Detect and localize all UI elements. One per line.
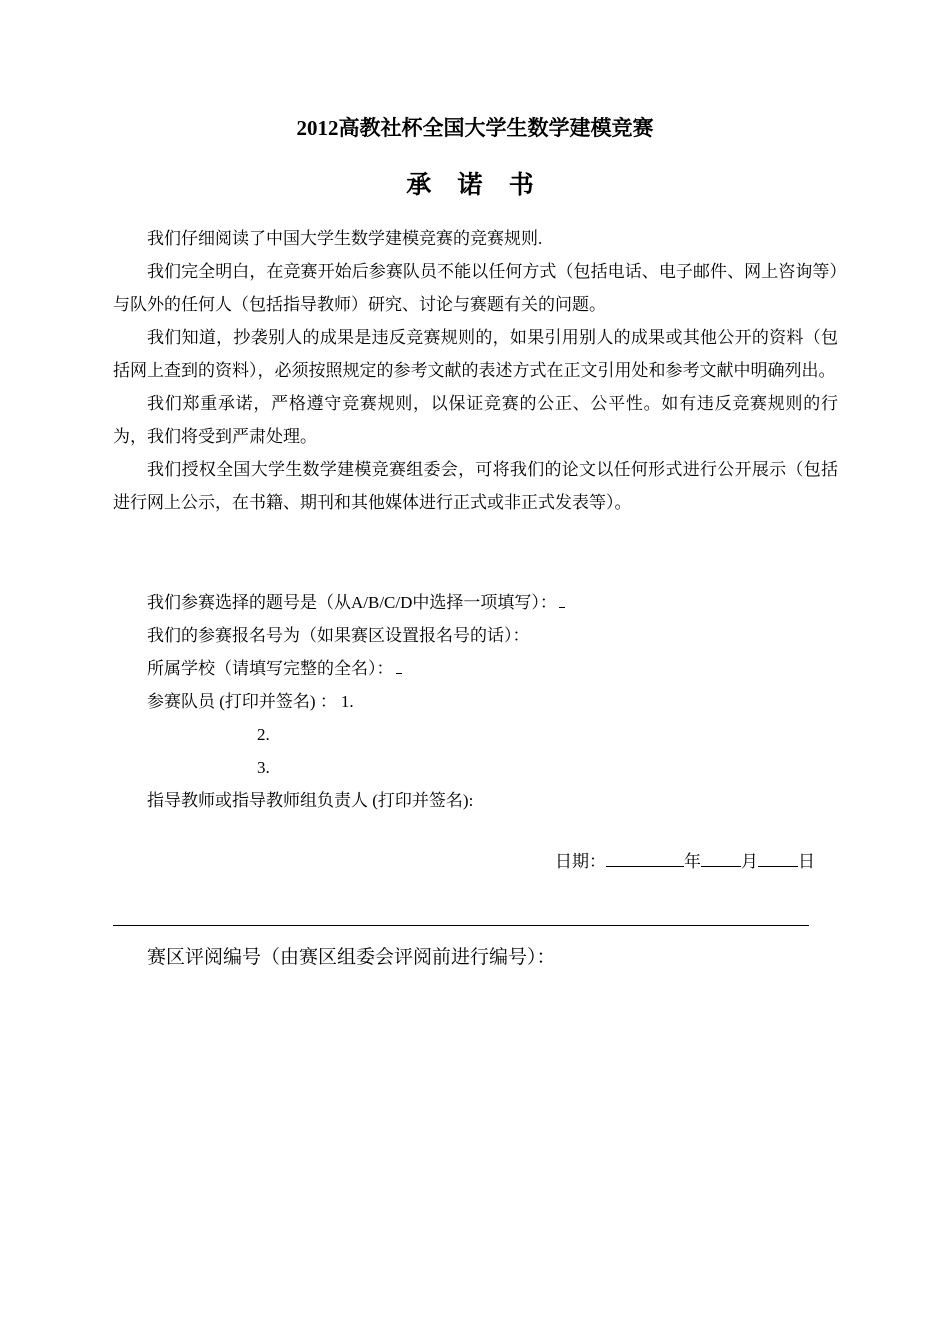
date-year-field[interactable] <box>606 844 684 867</box>
team-members-label: 参赛队员 (打印并签名) ： <box>147 692 337 711</box>
school-field[interactable] <box>396 655 402 674</box>
advisor-label: 指导教师或指导教师组负责人 (打印并签名): <box>147 791 474 810</box>
date-month-field[interactable] <box>701 844 741 867</box>
problem-choice-line <box>147 586 847 619</box>
pledge-paragraph: 我们郑重承诺，严格遵守竞赛规则，以保证竞赛的公正、公平性。如有违反竞赛规则的行为，我们将受到严肃处理。 <box>113 394 838 446</box>
team-member-number: 3. <box>257 758 270 777</box>
team-members-line <box>147 685 847 718</box>
team-member-number: 1. <box>340 692 354 711</box>
pledge-paragraph: 我们知道，抄袭别人的成果是违反竞赛规则的，如果引用别人的成果或其他公开的资料（包括网上查到的资料），必须按照规定的参考文献的表述方式在正文引用处和参考文献中明确列出。 <box>113 328 838 380</box>
registration-number-line <box>147 619 847 652</box>
registration-number-label: 我们的参赛报名号为（如果赛区设置报名号的话）： <box>147 626 530 645</box>
document-title: 2012高教社杯全国大学生数学建模竞赛 <box>296 116 654 140</box>
pledge-paragraph: 我们授权全国大学生数学建模竞赛组委会，可将我们的论文以任何形式进行公开展示（包括进行网上公示，在书籍、期刊和其他媒体进行正式或非正式发表等）。 <box>113 460 838 512</box>
pledge-paragraph: 我们完全明白，在竞赛开始后参赛队员不能以任何方式（包括电话、电子邮件、网上咨询等）与队外的任何人（包括指导教师）研究、讨论与赛题有关的问题。 <box>113 262 838 314</box>
date-year-label: 年 <box>684 852 701 871</box>
advisor-line <box>147 784 847 817</box>
date-day-field[interactable] <box>758 844 798 867</box>
document-subtitle: 承 诺 书 <box>406 172 544 199</box>
date-month-label: 月 <box>741 852 758 871</box>
date-day-label: 日 <box>798 852 815 871</box>
pledge-body <box>113 222 838 519</box>
team-member-line <box>147 751 847 784</box>
pledge-paragraph: 我们仔细阅读了中国大学生数学建模竞赛的竞赛规则. <box>147 229 543 248</box>
team-member-number: 2. <box>257 725 270 744</box>
date-label: 日期： <box>555 852 606 871</box>
school-label: 所属学校（请填写完整的全名）： <box>147 659 394 678</box>
review-number-label: 赛区评阅编号（由赛区组委会评阅前进行编号）： <box>147 947 556 968</box>
school-line <box>147 652 847 685</box>
team-member-line <box>147 718 847 751</box>
entry-form <box>147 586 847 817</box>
problem-choice-field[interactable] <box>559 589 565 608</box>
problem-choice-label: 我们参赛选择的题号是（从A/B/C/D中选择一项填写）： <box>147 593 557 612</box>
section-divider <box>113 925 809 926</box>
date-line <box>555 844 815 878</box>
